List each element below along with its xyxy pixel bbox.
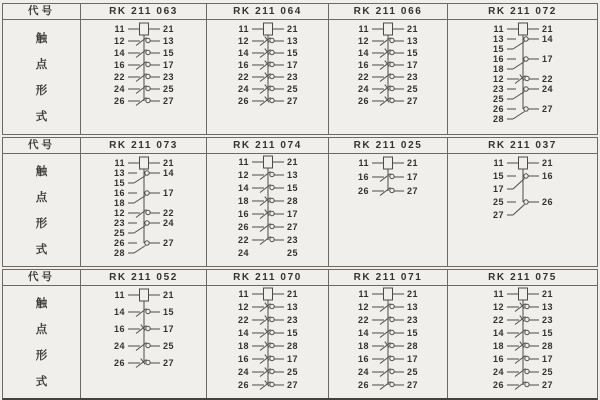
terminal-label: 17 (286, 209, 298, 219)
terminal-label: 14 (237, 328, 249, 338)
terminal-label: 22 (237, 315, 249, 325)
contact-point (269, 211, 273, 215)
terminal-label: 13 (286, 36, 298, 46)
terminal-label: 26 (541, 197, 553, 207)
contact-diagram (85, 286, 203, 398)
diagram-cell (329, 154, 448, 266)
coil-symbol (518, 23, 527, 35)
terminal-label: 25 (407, 367, 419, 377)
terminal-label: 24 (357, 367, 369, 377)
terminal-label: 22 (492, 315, 504, 325)
terminal-label: 26 (113, 358, 125, 368)
diagram-cell (81, 286, 207, 398)
terminal-label: 15 (286, 183, 298, 193)
terminal-label: 23 (541, 315, 553, 325)
contact-point (145, 210, 149, 214)
diagram-cell (329, 20, 448, 134)
terminal-label: 17 (162, 188, 174, 198)
terminal-label: 27 (541, 380, 553, 390)
contact-point (523, 107, 527, 111)
terminal-label: 15 (492, 44, 504, 54)
contact-point (269, 237, 273, 241)
terminal-label: 11 (113, 158, 125, 168)
terminal-label: 12 (357, 36, 369, 46)
terminal-label: 15 (407, 48, 419, 58)
terminal-label: 21 (541, 24, 553, 34)
terminal-label: 26 (113, 96, 125, 106)
contact-point (269, 74, 273, 78)
coil-symbol (139, 289, 148, 301)
terminal-label: 26 (357, 186, 369, 196)
terminal-label: 15 (541, 328, 553, 338)
terminal-label: 26 (237, 96, 249, 106)
contact-diagram (464, 20, 582, 134)
contact-point (524, 76, 528, 80)
terminal-label: 11 (113, 290, 125, 300)
terminal-label: 22 (162, 208, 174, 218)
terminal-label: 17 (286, 354, 298, 364)
terminal-label: 17 (407, 354, 419, 364)
contact-diagram (464, 154, 582, 266)
contact-point (269, 224, 273, 228)
terminal-label: 16 (237, 209, 249, 219)
diagram-cell (448, 154, 597, 266)
coil-symbol (384, 157, 393, 169)
terminal-label: 12 (113, 208, 125, 218)
terminal-label: 22 (113, 72, 125, 82)
terminal-label: 24 (492, 367, 504, 377)
form-label-char: 式 (35, 376, 48, 388)
contact-point (145, 86, 149, 90)
contact-diagram (464, 286, 582, 398)
terminal-label: 24 (237, 84, 249, 94)
terminal-label: 18 (237, 341, 249, 351)
model-code-header: RK 211 073 (81, 138, 207, 154)
contact-point (144, 191, 148, 195)
diagram-cell (448, 286, 597, 398)
terminal-label: 18 (113, 198, 125, 208)
terminal-label: 28 (407, 341, 419, 351)
coil-symbol (384, 23, 393, 35)
terminal-label: 12 (237, 170, 249, 180)
terminal-label: 16 (492, 354, 504, 364)
terminal-label: 25 (492, 94, 504, 104)
terminal-label: 16 (237, 60, 249, 70)
terminal-label: 14 (237, 48, 249, 58)
contact-point (269, 98, 273, 102)
terminal-label: 28 (113, 248, 125, 258)
contact-point (390, 369, 394, 373)
terminal-label: 14 (357, 48, 369, 58)
terminal-label: 25 (492, 197, 504, 207)
terminal-label: 23 (492, 84, 504, 94)
terminal-label: 17 (407, 172, 419, 182)
terminal-label: 14 (541, 34, 553, 44)
terminal-label: 12 (237, 302, 249, 312)
terminal-label: 21 (407, 289, 419, 299)
terminal-label: 21 (541, 289, 553, 299)
contact-point (524, 304, 528, 308)
contact-point (390, 174, 394, 178)
terminal-label: 13 (492, 34, 504, 44)
terminal-label: 26 (357, 96, 369, 106)
terminal-label: 21 (162, 24, 174, 34)
terminal-label: 25 (407, 84, 419, 94)
terminal-label: 21 (286, 24, 298, 34)
model-code-header: RK 211 066 (329, 4, 448, 20)
contact-point (269, 38, 273, 42)
terminal-label: 25 (541, 367, 553, 377)
terminal-label: 12 (492, 74, 504, 84)
terminal-label: 23 (113, 218, 125, 228)
terminal-label: 23 (286, 235, 298, 245)
form-label-char: 式 (35, 244, 48, 256)
contact-point (523, 37, 527, 41)
contact-point (145, 309, 149, 313)
coil-symbol (263, 156, 272, 168)
contact-diagram (329, 286, 447, 398)
terminal-label: 14 (492, 328, 504, 338)
contact-point (145, 360, 149, 364)
terminal-label: 18 (237, 196, 249, 206)
contact-point (390, 343, 394, 347)
code-row-label: 代号 (3, 138, 81, 154)
contact-point (390, 62, 394, 66)
terminal-label: 27 (407, 186, 419, 196)
contact-point (269, 317, 273, 321)
terminal-label: 26 (492, 380, 504, 390)
terminal-label: 11 (358, 24, 369, 34)
terminal-label: 22 (357, 72, 369, 82)
contact-point (269, 50, 273, 54)
terminal-label: 17 (407, 60, 419, 70)
contact-point (145, 38, 149, 42)
terminal-label: 25 (286, 367, 298, 377)
terminal-label: 13 (541, 302, 553, 312)
terminal-label: 17 (541, 354, 553, 364)
contact-point (144, 221, 148, 225)
terminal-label: 11 (492, 24, 504, 34)
contact-point (390, 330, 394, 334)
contact-point (145, 62, 149, 66)
terminal-label: 11 (237, 157, 249, 167)
terminal-label: 11 (492, 158, 504, 168)
terminal-label: 25 (162, 84, 174, 94)
terminal-label: 27 (286, 222, 298, 232)
terminal-label: 17 (286, 60, 298, 70)
terminal-label: 11 (237, 24, 249, 34)
terminal-label: 24 (237, 367, 249, 377)
terminal-label: 12 (357, 302, 369, 312)
terminal-label: 27 (407, 96, 419, 106)
terminal-label: 24 (357, 84, 369, 94)
terminal-label: 24 (162, 218, 174, 228)
terminal-label: 12 (237, 36, 249, 46)
diagram-cell (207, 20, 329, 134)
terminal-label: 15 (492, 171, 504, 181)
contact-point (524, 317, 528, 321)
terminal-label: 21 (286, 289, 298, 299)
terminal-label: 21 (162, 158, 174, 168)
terminal-label: 15 (113, 178, 125, 188)
contact-diagram (209, 286, 327, 398)
code-row-label: 代号 (3, 270, 81, 286)
form-label-char: 形 (35, 85, 48, 97)
model-code-header: RK 211 075 (448, 270, 597, 286)
form-label-char: 触 (35, 298, 48, 310)
terminal-label: 25 (162, 341, 174, 351)
form-label-char: 触 (35, 33, 48, 45)
contact-point (524, 382, 528, 386)
contact-point (390, 317, 394, 321)
terminal-label: 27 (162, 358, 174, 368)
terminal-label: 11 (113, 24, 125, 34)
contact-form-row-label (3, 286, 81, 398)
contact-point (269, 304, 273, 308)
contact-point (524, 356, 528, 360)
contact-diagram (209, 20, 327, 134)
coil-symbol (518, 288, 527, 300)
contact-point (145, 343, 149, 347)
terminal-label: 13 (113, 168, 125, 178)
terminal-label: 27 (541, 104, 553, 114)
terminal-label: 18 (357, 341, 369, 351)
terminal-label: 14 (237, 183, 249, 193)
diagram-cell (448, 20, 597, 134)
contact-point (145, 50, 149, 54)
contact-point (390, 304, 394, 308)
contact-diagram (85, 20, 203, 134)
contact-point (144, 171, 148, 175)
terminal-label: 23 (162, 72, 174, 82)
terminal-label: 15 (407, 328, 419, 338)
contact-point (390, 382, 394, 386)
terminal-label: 13 (407, 302, 419, 312)
terminal-label: 13 (286, 302, 298, 312)
terminal-label: 22 (357, 315, 369, 325)
terminal-label: 27 (162, 96, 174, 106)
terminal-label: 27 (286, 380, 298, 390)
contact-diagram (329, 20, 447, 134)
table-band (2, 3, 598, 135)
model-code-header: RK 211 025 (329, 138, 448, 154)
terminal-label: 26 (492, 104, 504, 114)
table-band (2, 269, 598, 400)
terminal-label: 26 (237, 380, 249, 390)
terminal-label: 28 (286, 341, 298, 351)
contact-point (269, 62, 273, 66)
terminal-label: 28 (492, 114, 504, 124)
contact-point (390, 74, 394, 78)
contact-point (269, 382, 273, 386)
contact-point (269, 198, 273, 202)
model-code-header: RK 211 071 (329, 270, 448, 286)
code-row-label: 代号 (3, 4, 81, 20)
terminal-label: 14 (113, 48, 125, 58)
contact-point (144, 241, 148, 245)
terminal-label: 11 (358, 289, 369, 299)
terminal-label: 12 (492, 302, 504, 312)
form-label-char: 触 (35, 166, 48, 178)
terminal-label: 23 (407, 315, 419, 325)
model-code-header: RK 211 072 (448, 4, 597, 20)
terminal-label: 12 (113, 36, 125, 46)
contact-point (269, 343, 273, 347)
terminal-label: 23 (286, 72, 298, 82)
terminal-label: 22 (237, 235, 249, 245)
coil-symbol (263, 23, 272, 35)
form-label-char: 点 (35, 324, 48, 336)
terminal-label: 15 (162, 307, 174, 317)
terminal-label: 16 (357, 60, 369, 70)
terminal-label: 17 (541, 54, 553, 64)
terminal-label: 16 (113, 324, 125, 334)
terminal-label: 24 (113, 84, 125, 94)
contact-point (390, 188, 394, 192)
form-label-char: 点 (35, 59, 48, 71)
coil-symbol (139, 23, 148, 35)
terminal-label: 11 (358, 158, 369, 168)
contact-point (390, 356, 394, 360)
terminal-label: 13 (407, 36, 419, 46)
terminal-label: 23 (286, 315, 298, 325)
terminal-label: 24 (541, 84, 553, 94)
terminal-label: 11 (492, 289, 504, 299)
terminal-label: 17 (162, 324, 174, 334)
contact-point (524, 343, 528, 347)
terminal-label: 22 (237, 72, 249, 82)
table-band (2, 137, 598, 267)
terminal-label: 24 (237, 248, 249, 258)
diagram-cell (329, 286, 448, 398)
terminal-label: 24 (113, 341, 125, 351)
terminal-label: 28 (541, 341, 553, 351)
terminal-label: 25 (286, 84, 298, 94)
contact-form-row-label (3, 20, 81, 134)
terminal-label: 11 (237, 289, 249, 299)
contact-point (269, 86, 273, 90)
contact-point (523, 174, 527, 178)
terminal-label: 16 (492, 54, 504, 64)
coil-symbol (518, 157, 527, 169)
terminal-label: 26 (113, 238, 125, 248)
terminal-label: 25 (113, 228, 125, 238)
contact-point (145, 98, 149, 102)
terminal-label: 23 (407, 72, 419, 82)
table-bands (2, 3, 598, 400)
model-code-header: RK 211 064 (207, 4, 329, 20)
contact-diagram (209, 154, 327, 266)
terminal-label: 15 (286, 48, 298, 58)
terminal-label: 14 (113, 307, 125, 317)
terminal-label: 26 (237, 222, 249, 232)
terminal-label: 21 (162, 290, 174, 300)
model-code-header: RK 211 074 (207, 138, 329, 154)
terminal-label: 21 (407, 24, 419, 34)
terminal-label: 21 (407, 158, 419, 168)
terminal-label: 16 (113, 188, 125, 198)
terminal-label: 22 (541, 74, 553, 84)
coil-symbol (263, 288, 272, 300)
terminal-label: 16 (113, 60, 125, 70)
coil-symbol (384, 288, 393, 300)
terminal-label: 14 (162, 168, 174, 178)
terminal-label: 17 (162, 60, 174, 70)
contact-point (523, 57, 527, 61)
model-code-header: RK 211 063 (81, 4, 207, 20)
contact-point (390, 38, 394, 42)
terminal-label: 26 (357, 380, 369, 390)
model-code-header: RK 211 052 (81, 270, 207, 286)
terminal-label: 16 (541, 171, 553, 181)
terminal-label: 18 (492, 64, 504, 74)
form-label-char: 形 (35, 350, 48, 362)
terminal-label: 28 (286, 196, 298, 206)
terminal-label: 16 (357, 172, 369, 182)
contact-point (390, 98, 394, 102)
terminal-label: 16 (237, 354, 249, 364)
coil-symbol (139, 157, 148, 169)
form-label-char: 形 (35, 218, 48, 230)
diagram-cell (207, 286, 329, 398)
contact-point (269, 172, 273, 176)
diagram-cell (81, 20, 207, 134)
contact-diagram (85, 154, 203, 266)
terminal-label: 21 (286, 157, 298, 167)
form-label-char: 式 (35, 111, 48, 123)
terminal-label: 21 (541, 158, 553, 168)
contact-point (269, 369, 273, 373)
terminal-label: 25 (286, 248, 298, 258)
diagram-cell (207, 154, 329, 266)
terminal-label: 27 (162, 238, 174, 248)
contact-point (524, 330, 528, 334)
contact-point (523, 87, 527, 91)
contact-point (390, 86, 394, 90)
contact-form-row-label (3, 154, 81, 266)
contact-point (523, 200, 527, 204)
terminal-label: 16 (357, 354, 369, 364)
diagram-cell (81, 154, 207, 266)
terminal-label: 15 (162, 48, 174, 58)
form-label-char: 点 (35, 192, 48, 204)
terminal-label: 13 (162, 36, 174, 46)
terminal-label: 27 (407, 380, 419, 390)
terminal-label: 14 (357, 328, 369, 338)
terminal-label: 27 (492, 210, 504, 220)
terminal-label: 17 (492, 184, 504, 194)
terminal-label: 15 (286, 328, 298, 338)
terminal-label: 18 (492, 341, 504, 351)
terminal-label: 13 (286, 170, 298, 180)
contact-point (390, 50, 394, 54)
contact-point (524, 369, 528, 373)
contact-diagram (329, 154, 447, 266)
contact-point (269, 356, 273, 360)
contact-point (269, 185, 273, 189)
model-code-header: RK 211 037 (448, 138, 597, 154)
model-code-header: RK 211 070 (207, 270, 329, 286)
contact-point (145, 326, 149, 330)
contact-point (269, 330, 273, 334)
contact-point (145, 74, 149, 78)
terminal-label: 27 (286, 96, 298, 106)
